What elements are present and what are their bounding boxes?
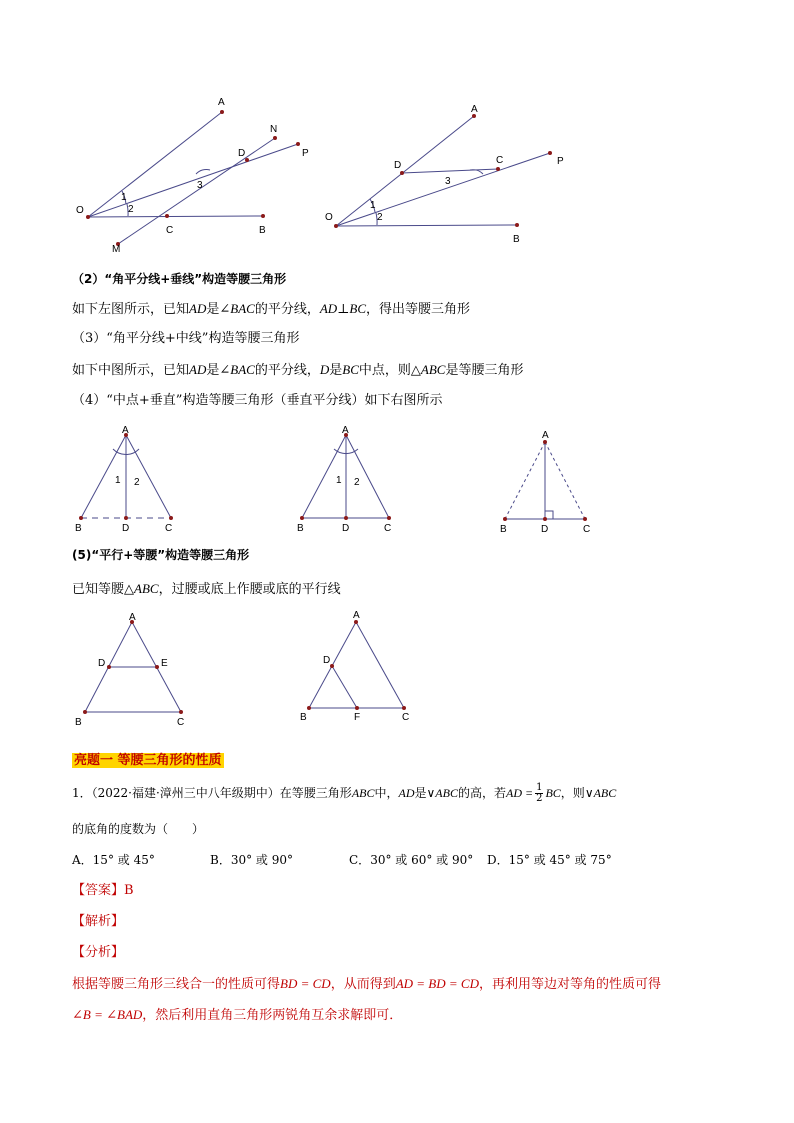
label-B: B [297, 523, 304, 534]
section-3-heading: （3）“角平分线+中线”构造等腰三角形 [72, 331, 300, 346]
label-B: B [513, 234, 520, 245]
label-A: A [542, 430, 549, 441]
label-N: N [270, 124, 278, 135]
label-M: M [112, 244, 121, 255]
label-C: C [166, 225, 174, 236]
label-F: F [354, 712, 361, 723]
option-c[interactable]: C．30° 或 60° 或 90° [349, 853, 474, 867]
fenxi-label: 【分析】 [72, 945, 125, 960]
question-1-stem: 1．（2022·福建·漳州三中八年级期中）在等腰三角形ABC中，AD是∨ABC的高，若AD = $\frac{1}{2}$ BC，则∨ABC [72, 782, 617, 804]
option-d[interactable]: D．15° 或 45° 或 75° [487, 853, 612, 867]
section-3-text: 如下中图所示，已知AD是∠BAC的平分线，D是BC中点，则△ABC是等腰三角形 [72, 362, 524, 378]
label-angle-3: 3 [197, 180, 203, 191]
label-angle-1: 1 [336, 475, 342, 486]
fraction-one-half: $\frac{1}{2}$ [536, 782, 543, 804]
analysis-paragraph-1: 根据等腰三角形三线合一的性质可得BD = CD，从而得到AD = BD = CD，再利用等边对等角的性质可得 [72, 976, 661, 992]
label-angle-2: 2 [128, 204, 134, 215]
figure-angle-bisector-parallel-right [320, 100, 580, 250]
label-P: P [302, 148, 309, 159]
label-D: D [122, 523, 130, 534]
label-D: D [342, 523, 350, 534]
figure-parallel-leg [290, 608, 430, 728]
section-5-heading: (5)“平行+等腰”构造等腰三角形 [72, 548, 250, 562]
analysis-paragraph-2: ∠B = ∠BAD，然后利用直角三角形两锐角互余求解即可． [72, 1007, 403, 1023]
label-C: C [165, 523, 173, 534]
label-D: D [394, 160, 402, 171]
label-A: A [129, 612, 136, 623]
section-2-heading: （2）“角平分线+垂线”构造等腰三角形 [72, 272, 287, 286]
figure-triangle-midpoint-perp [490, 428, 610, 540]
section-2-text: 如下左图所示，已知AD是∠BAC的平分线，AD⊥BC，得出等腰三角形 [72, 301, 471, 317]
label-C: C [384, 523, 392, 534]
option-a[interactable]: A．15° 或 45° [72, 853, 155, 867]
label-B: B [75, 717, 82, 728]
label-A: A [342, 425, 349, 436]
label-C: C [496, 155, 504, 166]
label-D: D [238, 148, 246, 159]
label-P: P [557, 156, 564, 167]
label-B: B [75, 523, 82, 534]
section-4-heading: （4）“中点+垂直”构造等腰三角形（垂直平分线）如下右图所示 [72, 393, 443, 408]
option-b[interactable]: B．30° 或 90° [210, 853, 293, 867]
label-B: B [300, 712, 307, 723]
question-1-stem-line2: 的底角的度数为（ ） [72, 822, 205, 836]
topic-heading: 亮题一 等腰三角形的性质 [74, 753, 222, 768]
label-C: C [583, 524, 591, 535]
label-angle-2: 2 [354, 477, 360, 488]
answer-line: 【答案】B [72, 883, 134, 898]
label-C: C [177, 717, 185, 728]
analysis-label: 【解析】 [72, 914, 125, 929]
label-A: A [122, 425, 129, 436]
label-O: O [76, 205, 84, 216]
figure-angle-bisector-parallel-left [70, 92, 330, 257]
label-D: D [98, 658, 106, 669]
label-O: O [325, 212, 333, 223]
figure-parallel-base [70, 610, 200, 730]
label-A: A [353, 610, 360, 621]
label-angle-1: 1 [121, 192, 127, 203]
label-B: B [259, 225, 266, 236]
label-angle-3: 3 [445, 176, 451, 187]
label-B: B [500, 524, 507, 535]
label-D: D [541, 524, 549, 535]
label-angle-2: 2 [377, 212, 383, 223]
label-angle-1: 1 [370, 200, 376, 211]
label-angle-1: 1 [115, 475, 121, 486]
figure-triangle-bisector-median [290, 425, 410, 537]
label-angle-2: 2 [134, 477, 140, 488]
label-E: E [161, 658, 168, 669]
label-D: D [323, 655, 331, 666]
figure-triangle-bisector-perp [70, 425, 190, 537]
section-5-text: 已知等腰△ABC，过腰或底上作腰或底的平行线 [72, 581, 341, 597]
label-C: C [402, 712, 410, 723]
label-A: A [218, 97, 225, 108]
label-A: A [471, 104, 478, 115]
